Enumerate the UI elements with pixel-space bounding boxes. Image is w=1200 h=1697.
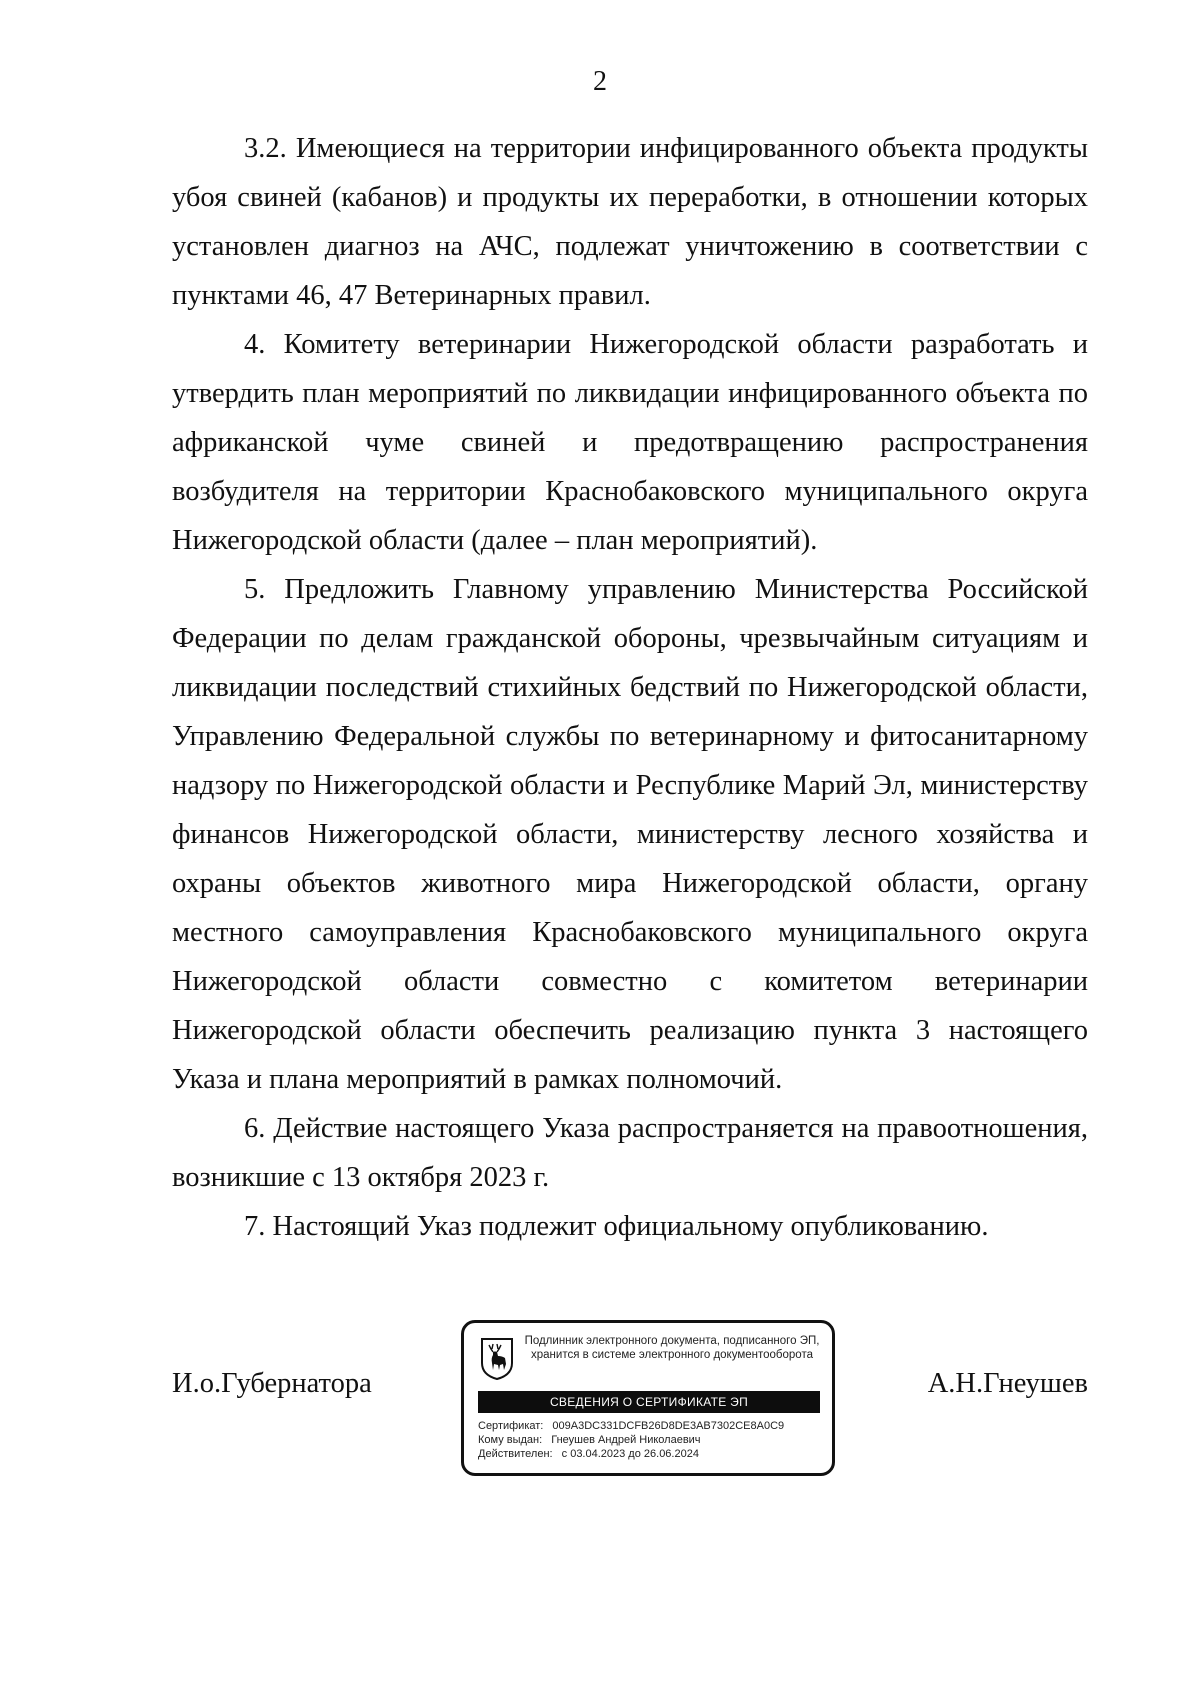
paragraph-5: 5. Предложить Главному управлению Министерства Российской Федерации по делам гражданской обороны, чрезвычайным ситуациям и ликвидации последствий стихийных бедствий по Нижегородской области, Управлению Федеральной службы по ветеринарному и фитосанитарному надзору по Нижегородской области и Республике Марий Эл, министерству финансов Нижегородской области, министерству лесного хозяйства и охраны объектов животного мира Нижегородской области, органу местного самоуправления Краснобаковского муниципального округа Нижегородской области совместно с комитетом ветеринарии Нижегородской области обеспечить реализацию пункта 3 настоящего Указа и плана мероприятий в рамках полномочий. <box>172 574 1088 1095</box>
validity-label: Действителен: <box>478 1448 553 1460</box>
issued-to-row <box>478 1433 824 1447</box>
issued-to-value: Гнеушев Андрей Николаевич <box>551 1434 701 1446</box>
validity-row <box>478 1447 824 1461</box>
issued-to-label: Кому выдан: <box>478 1434 543 1446</box>
paragraph-3-2: 3.2. Имеющиеся на территории инфицированного объекта продукты убоя свиней (кабанов) и продукты их переработки, в отношении которых установлен диагноз на АЧС, подлежат уничтожению в соответствии с пунктами 46, 47 Ветеринарных правил. <box>172 133 1088 311</box>
stamp-certificate-header: СВЕДЕНИЯ О СЕРТИФИКАТЕ ЭП <box>478 1391 820 1413</box>
certificate-row <box>478 1419 824 1433</box>
stamp-notice-line-2: хранится в системе электронного документооборота <box>531 1349 813 1361</box>
paragraph-6: 6. Действие настоящего Указа распространяется на правоотношения, возникшие с 13 октября 2023 г. <box>172 1113 1088 1193</box>
stamp-notice <box>522 1334 822 1362</box>
paragraph-7: 7. Настоящий Указ подлежит официальному опубликованию. <box>244 1211 989 1242</box>
certificate-value: 009A3DC331DCFB26D8DE3AB7302CE8A0C9 <box>552 1420 785 1432</box>
certificate-label: Сертификат: <box>478 1420 544 1432</box>
paragraph-4: 4. Комитету ветеринарии Нижегородской области разработать и утвердить план мероприятий по ликвидации инфицированного объекта по африканской чуме свиней и предотвращению распространения возбудителя на территории Краснобаковского муниципального округа Нижегородской области (далее – план мероприятий). <box>172 329 1088 556</box>
validity-value: с 03.04.2023 до 26.06.2024 <box>561 1448 699 1460</box>
signer-name: А.Н.Гнеушев <box>927 1368 1088 1399</box>
deer-coat-of-arms-icon <box>480 1337 514 1381</box>
stamp-certificate-details <box>478 1419 824 1461</box>
stamp-notice-line-1: Подлинник электронного документа, подписанного ЭП, <box>524 1335 820 1347</box>
page-number: 2 <box>593 66 607 97</box>
signature-block <box>172 1320 1088 1480</box>
signer-title: И.о.Губернатора <box>172 1368 372 1399</box>
electronic-signature-stamp <box>461 1320 835 1476</box>
document-body <box>172 124 1088 1251</box>
